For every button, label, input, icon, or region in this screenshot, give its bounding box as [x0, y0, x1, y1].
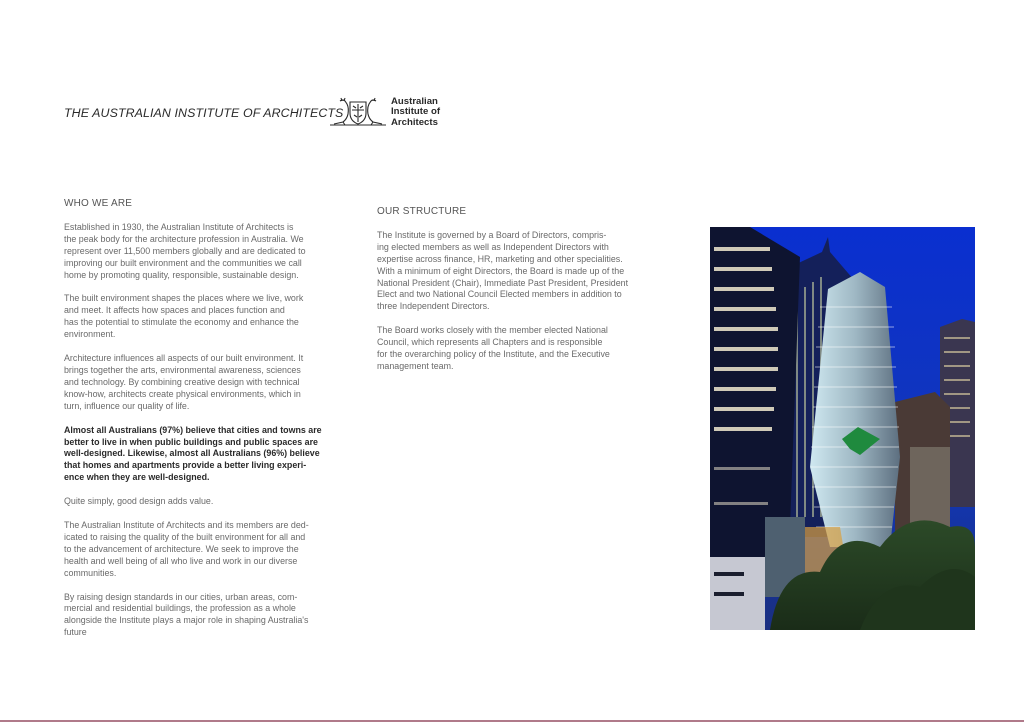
text-line: National President (Chair), Immediate Past President, President: [377, 277, 629, 288]
text-line: alongside the Institute plays a major role in shaping Australia's: [64, 615, 309, 626]
logo-wordmark: [391, 97, 440, 128]
text-line: that homes and apartments provide a better living experi-: [64, 460, 307, 471]
text-line: Established in 1930, the Australian Institute of Architects is: [64, 221, 294, 232]
institute-logo: [330, 97, 450, 129]
highlight-paragraph: [64, 425, 334, 485]
text-line: and meet. It affects how spaces and places function and: [64, 305, 285, 316]
text-line: for the overarching policy of the Institute, and the Executive: [377, 349, 610, 360]
kangaroo-emu-crest-icon: [330, 97, 386, 127]
text-line: management team.: [377, 360, 454, 371]
text-line: the peak body for the architecture profession in Australia. We: [64, 233, 304, 244]
logo-line: Australian: [391, 96, 438, 107]
section-heading: OUR STRUCTURE: [377, 206, 467, 217]
text-line: mercial and residential buildings, the profession as a whole: [64, 603, 296, 614]
text-line: ing elected members as well as Independent Directors with: [377, 241, 609, 252]
text-line: better to live in when public buildings and public spaces are: [64, 436, 318, 447]
text-line: With a minimum of eight Directors, the Board is made up of the: [377, 265, 625, 276]
paragraph: [377, 230, 652, 313]
building-photo: [710, 227, 975, 630]
text-line: know-how, architects create physical environments, which in: [64, 388, 301, 399]
text-line: Council, which represents all Chapters and is responsible: [377, 337, 603, 348]
text-line: Quite simply, good design adds value.: [64, 496, 214, 507]
text-line: By raising design standards in our cities, urban areas, com-: [64, 591, 298, 602]
who-we-are-section: [64, 198, 334, 639]
paragraph: [64, 222, 334, 282]
paragraph: [64, 592, 334, 640]
text-line: turn, influence our quality of life.: [64, 400, 190, 411]
text-line: to the advancement of architecture. We seek to improve the: [64, 543, 299, 554]
city-skyline-image: [710, 227, 975, 630]
text-line: improving our built environment and the communities we call: [64, 257, 302, 268]
text-line: home by promoting quality, responsible, sustainable design.: [64, 269, 299, 280]
section-heading: WHO WE ARE: [64, 198, 133, 209]
text-line: Elect and two National Council Elected members in addition to: [377, 289, 622, 300]
text-line: The Board works closely with the member elected National: [377, 325, 608, 336]
text-line: and technology. By combining creative design with technical: [64, 376, 300, 387]
logo-line: Architects: [391, 116, 438, 128]
text-line: well-designed. Likewise, almost all Australians (96%) believe: [64, 448, 320, 459]
paragraph: [64, 293, 334, 341]
text-line: environment.: [64, 329, 116, 340]
logo-line: Institute of: [391, 106, 441, 118]
paragraph: [64, 353, 334, 413]
text-line: Almost all Australians (97%) believe that cities and towns are: [64, 424, 322, 435]
page-title: THE AUSTRALIAN INSTITUTE OF ARCHITECTS: [64, 106, 344, 120]
paragraph: [64, 496, 334, 508]
text-line: health and well being of all who live and work in our diverse: [64, 555, 298, 566]
text-line: The Australian Institute of Architects and its members are ded-: [64, 520, 309, 531]
paragraph: [377, 325, 652, 373]
text-line: communities.: [64, 567, 117, 578]
text-line: icated to raising the quality of the built environment for all and: [64, 531, 306, 542]
text-line: The built environment shapes the places where we live, work: [64, 293, 304, 304]
text-line: The Institute is governed by a Board of Directors, compris-: [377, 229, 607, 240]
text-line: Architecture influences all aspects of our built environment. It: [64, 353, 304, 364]
text-line: future: [64, 627, 87, 638]
text-line: expertise across finance, HR, marketing and other specialities.: [377, 253, 623, 264]
text-line: brings together the arts, environmental awareness, sciences: [64, 364, 301, 375]
text-line: has the potential to stimulate the economy and enhance the: [64, 317, 299, 328]
text-line: three Independent Directors.: [377, 301, 490, 312]
text-line: represent over 11,500 members globally and are dedicated to: [64, 245, 306, 256]
text-line: ence when they are well-designed.: [64, 472, 210, 483]
our-structure-section: [377, 206, 652, 373]
paragraph: [64, 520, 334, 580]
